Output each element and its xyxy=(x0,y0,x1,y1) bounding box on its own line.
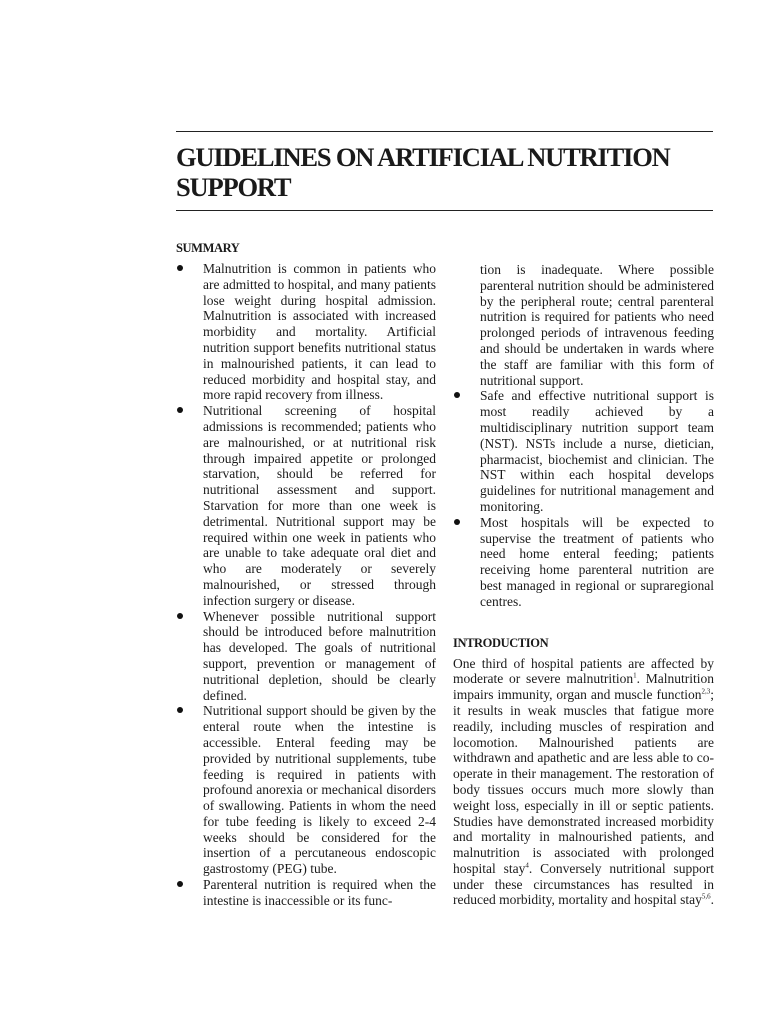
summary-bullet xyxy=(176,877,436,909)
bullet-icon xyxy=(177,407,183,413)
bullet-icon xyxy=(454,392,460,398)
intro-text: One third of hospital patients are affected by moderate or severe malnutrition xyxy=(453,655,714,687)
intro-text: . Conversely nutritional support under these circumstances has resulted in reduced morbidity, mortality and hospital stay xyxy=(453,860,714,908)
summary-bullet xyxy=(176,403,436,608)
introduction-heading: INTRODUCTION xyxy=(453,635,549,650)
summary-bullet xyxy=(453,388,714,514)
bullet-icon xyxy=(177,881,183,887)
citation-ref: 1 xyxy=(633,671,637,680)
introduction-paragraph xyxy=(453,656,714,909)
right-column xyxy=(453,262,714,908)
left-column xyxy=(176,240,436,909)
bullet-icon xyxy=(454,519,460,525)
title-bottom-rule xyxy=(176,210,713,211)
summary-heading: SUMMARY xyxy=(176,241,240,255)
bullet-text: Safe and effective nutritional support is most readily achieved by a multidisciplinary nutrition support team (NST). NSTs include a nurse, dietician, pharmacist, biochemist and clinician. The NST within each hospital develops guidelines for nutritional management and monitoring. xyxy=(480,388,714,514)
summary-bullet xyxy=(453,515,714,610)
bullet-text: Nutritional support should be given by the enteral route when the intestine is accessible. Enteral feeding may be provided by nutritional supplements, tube feeding is required in patients with profound anorexia or mechanical disorders of swallowing. Patients in whom the need for tube feeding is likely to exceed 2-4 weeks should be considered for the insertion of a percutaneous endoscopic gastrostomy (PEG) tube. xyxy=(203,703,436,877)
intro-text: ; it results in weak muscles that fatigue more readily, including muscles of respiration and locomotion. Malnourished patients are withdrawn and apathetic and are less able to co-operate in their management. The restoration of body tissues occurs much more slowly than weight loss, especially in ill or septic patients. Studies have demonstrated increased morbidity and mortality in malnourished patients, and malnutrition is associated with prolonged hospital stay xyxy=(453,687,714,876)
citation-ref: 4 xyxy=(525,861,529,870)
bullet-icon xyxy=(177,613,183,619)
bullet-text: Whenever possible nutritional support should be introduced before malnutrition has developed. The goals of nutritional support, prevention or management of nutritional depletion, should be clearly defined. xyxy=(203,608,436,703)
citation-ref: 2,3 xyxy=(701,687,711,696)
summary-list xyxy=(176,261,436,909)
page-title: GUIDELINES ON ARTIFICIAL NUTRITION SUPPORT xyxy=(176,142,670,202)
bullet-text: Nutritional screening of hospital admissions is recommended; patients who are malnourished, or at nutritional risk through impaired appetite or prolonged starvation, should be referred for nutritional assessment and support. Starvation for more than one week is detrimental. Nutritional support may be required within one week in patients who are unable to take adequate oral diet and who are moderately or severely malnourished, or stressed through infection surgery or disease. xyxy=(203,403,436,608)
top-rule xyxy=(176,131,713,132)
summary-bullet xyxy=(176,261,436,403)
summary-list-continued xyxy=(453,388,714,609)
citation-ref: 5,6 xyxy=(701,892,711,901)
intro-text: . xyxy=(710,892,714,908)
bullet-text: Malnutrition is common in patients who are admitted to hospital, and many patients lose weight during hospital admission. Malnutrition is associated with increased morbidity and mortality. Artificial nutrition support benefits nutritional status in malnourished patients, it can lead to reduced morbidity and hospital stay, and more rapid recovery from illness. xyxy=(203,261,436,403)
bullet-continuation: tion is inadequate. Where possible parenteral nutrition should be administered by the peripheral route; central parenteral nutrition is required for patients who need prolonged periods of intravenous feeding and should be undertaken in wards where the staff are familiar with this form of nutritional support. xyxy=(480,262,714,388)
summary-bullet xyxy=(176,609,436,704)
bullet-text: Parenteral nutrition is required when the intestine is inaccessible or its func- xyxy=(203,877,436,908)
intro-text: . Malnutrition impairs immunity, organ and muscle function xyxy=(453,671,714,703)
bullet-text: Most hospitals will be expected to supervise the treatment of patients who need home enteral feeding; patients receiving home parenteral nutrition are best managed in regional or supraregional centres. xyxy=(480,514,714,609)
bullet-icon xyxy=(177,707,183,713)
summary-bullet xyxy=(176,703,436,877)
bullet-icon xyxy=(177,265,183,271)
